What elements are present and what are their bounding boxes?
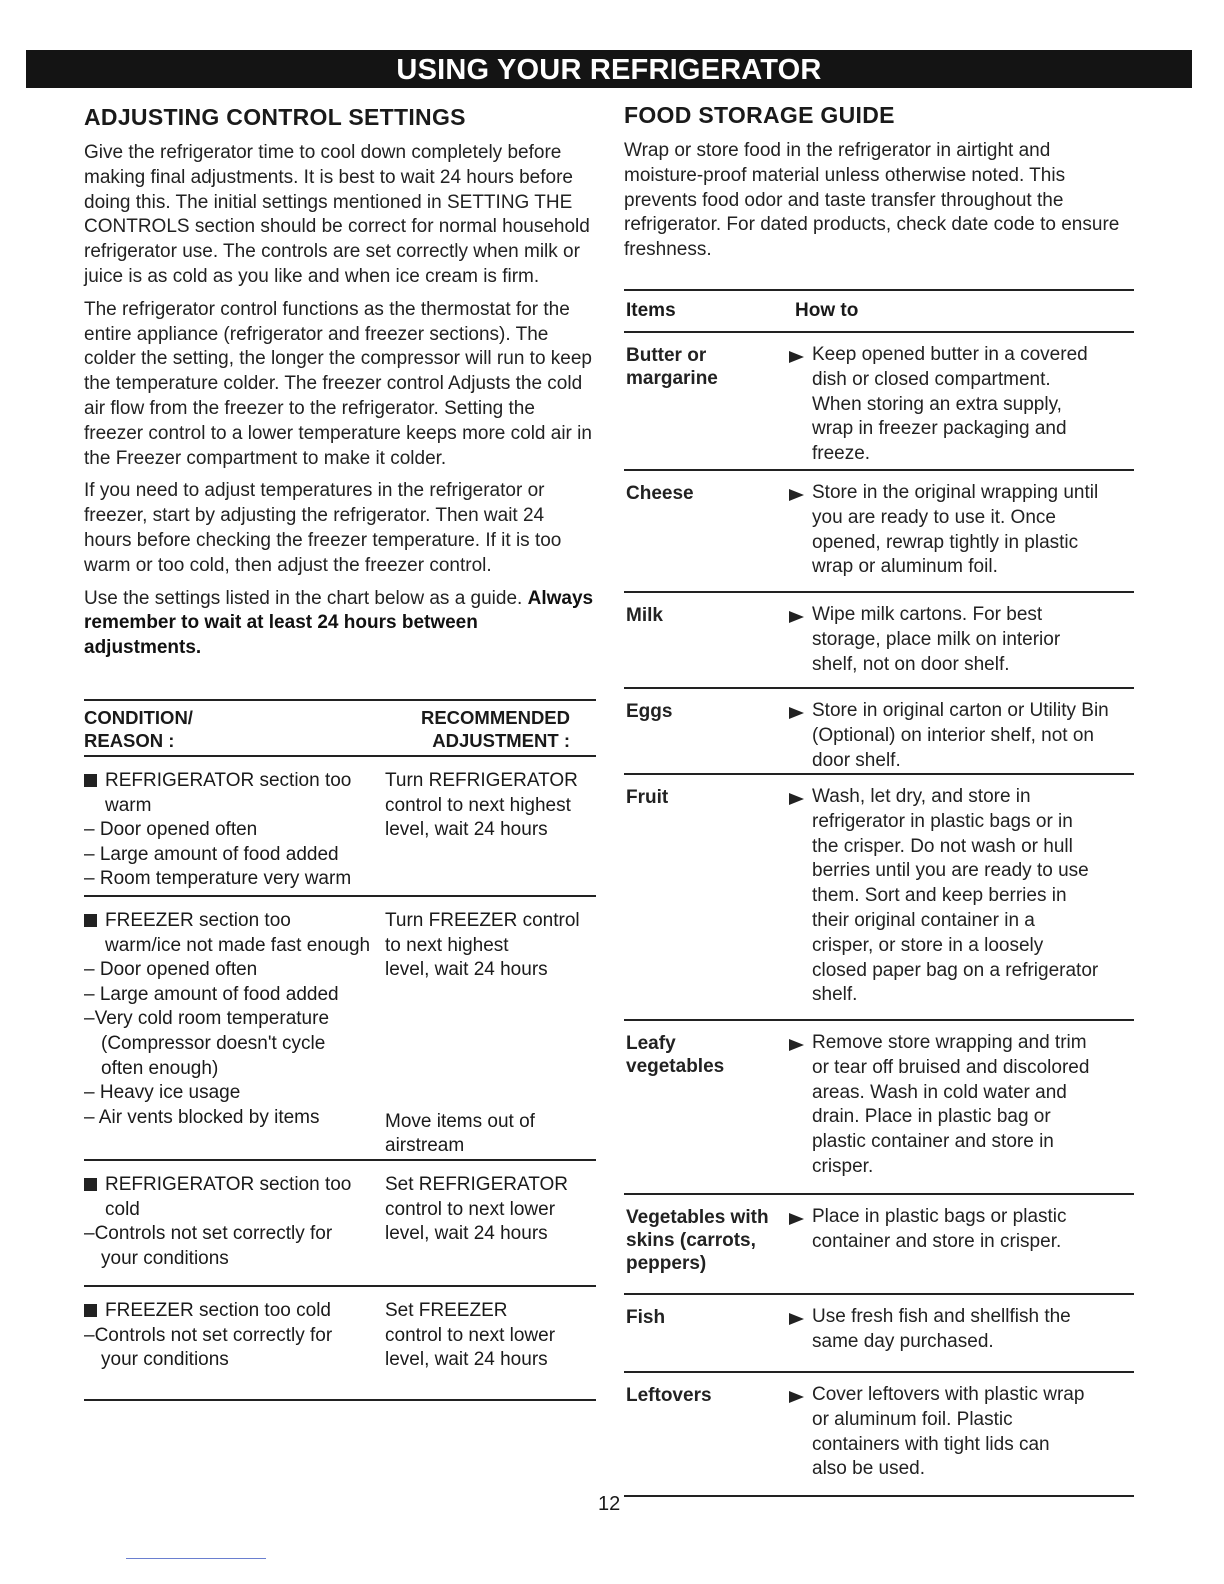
triangle-bullet-icon	[789, 611, 804, 623]
triangle-bullet-icon	[789, 1313, 804, 1325]
how-to-text: Use fresh fish and shellfish the	[812, 1305, 1071, 1327]
section-heading-adjusting: ADJUSTING CONTROL SETTINGS	[84, 104, 466, 130]
recommendation-text: Set REFRIGERATOR	[385, 1173, 568, 1195]
recommendation-text: airstream	[385, 1135, 465, 1157]
condition-text: warm	[105, 794, 152, 816]
condition-text: REFRIGERATOR section too	[105, 769, 352, 791]
how-to-text: containers with tight lids can	[812, 1433, 1050, 1455]
recommendation-cell	[385, 1173, 600, 1247]
recommendation-text: Set FREEZER	[385, 1299, 508, 1321]
item-cell	[626, 1306, 665, 1329]
adjusting-controls-section	[84, 104, 596, 1401]
table-row	[624, 1373, 1134, 1497]
item-text: Butter or	[626, 344, 707, 366]
footer-divider	[126, 1558, 266, 1559]
condition-text: often enough)	[101, 1057, 219, 1079]
item-text: Leafy	[626, 1032, 676, 1054]
item-cell	[626, 786, 668, 809]
how-to-text: areas. Wash in cold water and	[812, 1081, 1067, 1103]
how-to-text: drain. Place in plastic bag or	[812, 1106, 1051, 1128]
paragraph: If you need to adjust temperatures in the refrigerator or freezer, start by adjusting the refrigerator. Then wait 24 hours before checking the freezer temperature. If it is too warm or too cold, then adjust the freezer control.	[84, 480, 562, 576]
how-to-text: door shelf.	[812, 749, 901, 771]
how-to-text: the crisper. Do not wash or hull	[812, 835, 1073, 857]
item-text: vegetables	[626, 1055, 725, 1077]
guide-paragraph	[84, 587, 596, 661]
how-to-text: berries until you are ready to use	[812, 860, 1089, 882]
how-to-text: plastic container and store in	[812, 1131, 1054, 1153]
table-row	[84, 757, 596, 897]
item-text: Cheese	[626, 482, 694, 504]
recommendation-text: Turn FREEZER control	[385, 909, 580, 931]
recommendation-text: Turn REFRIGERATOR	[385, 769, 578, 791]
how-to-text: Wash, let dry, and store in	[812, 785, 1031, 807]
bullet-square-icon	[84, 914, 97, 927]
bullet-square-icon	[84, 1178, 97, 1191]
adjustment-table	[84, 699, 596, 1401]
item-text: peppers)	[626, 1252, 707, 1274]
condition-cell	[84, 909, 384, 1130]
food-storage-section	[624, 102, 1134, 1497]
how-to-text: shelf.	[812, 984, 858, 1006]
how-to-cell	[812, 603, 1138, 677]
how-to-text: you are ready to use it. Once	[812, 506, 1056, 528]
triangle-bullet-icon	[789, 1039, 804, 1051]
how-to-text: shelf, not on door shelf.	[812, 653, 1010, 675]
how-to-cell	[812, 1205, 1138, 1255]
how-to-cell	[812, 1031, 1138, 1180]
table-row	[624, 775, 1134, 1021]
how-to-text: Place in plastic bags or plastic	[812, 1205, 1067, 1227]
storage-table-header	[624, 289, 1134, 333]
condition-cell	[84, 1299, 384, 1373]
triangle-bullet-icon	[789, 793, 804, 805]
table-row	[624, 471, 1134, 593]
item-text: skins (carrots,	[626, 1229, 756, 1251]
how-to-text: container and store in crisper.	[812, 1230, 1062, 1252]
header-items: Items	[626, 299, 676, 321]
how-to-text: storage, place milk on interior	[812, 628, 1061, 650]
how-to-cell	[812, 1305, 1138, 1355]
how-to-text: or aluminum foil. Plastic	[812, 1408, 1013, 1430]
how-to-cell	[812, 699, 1138, 773]
header-reason-line: REASON :	[84, 729, 175, 751]
condition-text: your conditions	[101, 1247, 229, 1269]
condition-text: –Controls not set correctly for	[84, 1223, 333, 1245]
recommendation-text: level, wait 24 hours	[385, 959, 548, 981]
item-cell	[626, 1384, 712, 1407]
item-cell	[626, 1206, 769, 1275]
condition-text: – Door opened often	[84, 959, 258, 981]
recommendation-cell	[385, 769, 600, 843]
condition-text: –Very cold room temperature	[84, 1008, 330, 1030]
condition-text: (Compressor doesn't cycle	[101, 1032, 326, 1054]
item-text: Milk	[626, 604, 663, 626]
header-adjustment	[421, 706, 570, 752]
how-to-cell	[812, 1383, 1138, 1482]
table-row	[84, 1161, 596, 1287]
condition-text: your conditions	[101, 1349, 229, 1371]
header-how-to: How to	[795, 299, 859, 321]
recommendation-cell	[385, 909, 600, 1159]
how-to-text: dish or closed compartment.	[812, 368, 1051, 390]
adjustment-table-header	[84, 699, 596, 757]
condition-text: – Large amount of food added	[84, 983, 339, 1005]
condition-text: –Controls not set correctly for	[84, 1324, 333, 1346]
triangle-bullet-icon	[789, 1213, 804, 1225]
header-recommended-line: RECOMMENDED	[420, 706, 570, 728]
how-to-cell	[812, 785, 1138, 1008]
paragraph: The refrigerator control functions as the thermostat for the entire appliance (refrigerator and freezer sections). The colder the setting, the longer the compressor will run to keep the temperature colder. The freezer control Adjusts the cold air flow from the freezer to the refrigerator. Setting the freezer control to a lower temperature keeps more cold air in the Freezer compartment to make it colder.	[84, 298, 592, 469]
page-number: 12	[598, 1493, 621, 1515]
header-adjustment-line: ADJUSTMENT :	[432, 729, 570, 751]
item-text: margarine	[626, 367, 718, 389]
how-to-text: Keep opened butter in a covered	[812, 343, 1088, 365]
condition-text: REFRIGERATOR section too	[105, 1173, 352, 1195]
bullet-square-icon	[84, 1304, 97, 1317]
how-to-cell	[812, 481, 1138, 580]
bullet-square-icon	[84, 774, 97, 787]
condition-text: cold	[105, 1198, 140, 1220]
condition-text: warm/ice not made fast enough	[105, 934, 371, 956]
recommendation-text: level, wait 24 hours	[385, 819, 548, 841]
triangle-bullet-icon	[789, 489, 804, 501]
table-row	[624, 1195, 1134, 1295]
how-to-text: crisper, or store in a loosely	[812, 934, 1044, 956]
table-row	[624, 1021, 1134, 1195]
condition-cell	[84, 769, 384, 892]
how-to-text: Remove store wrapping and trim	[812, 1031, 1087, 1053]
how-to-text: also be used.	[812, 1458, 926, 1480]
how-to-text: closed paper bag on a refrigerator	[812, 959, 1099, 981]
how-to-text: freeze.	[812, 443, 871, 465]
recommendation-text: control to next highest	[385, 794, 571, 816]
item-cell	[626, 700, 672, 723]
condition-text: – Large amount of food added	[84, 843, 339, 865]
table-row	[624, 593, 1134, 689]
how-to-cell	[812, 343, 1138, 467]
how-to-text: crisper.	[812, 1155, 874, 1177]
recommendation-text: control to next lower	[385, 1324, 556, 1346]
guide-text: Use the settings listed in the chart below as a guide.	[84, 587, 523, 609]
triangle-bullet-icon	[789, 1391, 804, 1403]
how-to-text: refrigerator in plastic bags or in	[812, 810, 1073, 832]
condition-text: – Air vents blocked by items	[84, 1106, 320, 1128]
condition-text: FREEZER section too cold	[105, 1299, 331, 1321]
how-to-text: wrap in freezer packaging and	[812, 418, 1067, 440]
item-text: Eggs	[626, 700, 673, 722]
condition-text: – Heavy ice usage	[84, 1082, 241, 1104]
condition-text: – Room temperature very warm	[84, 868, 352, 890]
table-row	[624, 689, 1134, 775]
item-text: Fruit	[626, 786, 669, 808]
recommendation-text: to next highest	[385, 934, 509, 956]
section-heading-food-storage: FOOD STORAGE GUIDE	[624, 102, 895, 128]
table-row	[624, 1295, 1134, 1373]
how-to-text: opened, rewrap tightly in plastic	[812, 531, 1079, 553]
how-to-text: Cover leftovers with plastic wrap	[812, 1383, 1085, 1405]
condition-cell	[84, 1173, 384, 1271]
table-row	[84, 897, 596, 1161]
item-text: Vegetables with	[626, 1206, 769, 1228]
item-cell	[626, 482, 694, 505]
item-text: Leftovers	[626, 1384, 712, 1406]
triangle-bullet-icon	[789, 351, 804, 363]
how-to-text: same day purchased.	[812, 1330, 994, 1352]
how-to-text: Wipe milk cartons. For best	[812, 603, 1043, 625]
item-cell	[626, 604, 663, 627]
header-condition-line: CONDITION/	[84, 706, 193, 728]
how-to-text: Store in original carton or Utility Bin	[812, 699, 1109, 721]
how-to-text: them. Sort and keep berries in	[812, 885, 1067, 907]
storage-table	[624, 289, 1134, 1497]
how-to-text: Store in the original wrapping until	[812, 481, 1099, 503]
recommendation-text: level, wait 24 hours	[385, 1349, 548, 1371]
condition-text: – Door opened often	[84, 819, 258, 841]
how-to-text: or tear off bruised and discolored	[812, 1056, 1090, 1078]
item-cell	[626, 1032, 724, 1078]
guide-bold-text: Always remember to wait at least 24 hours between adjustments.	[84, 587, 594, 659]
recommendation-text: control to next lower	[385, 1198, 556, 1220]
how-to-text: When storing an extra supply,	[812, 393, 1062, 415]
page-banner: USING YOUR REFRIGERATOR	[26, 50, 1192, 88]
recommendation-text: level, wait 24 hours	[385, 1223, 548, 1245]
how-to-text: (Optional) on interior shelf, not on	[812, 724, 1094, 746]
paragraph: Give the refrigerator time to cool down completely before making final adjustments. It is best to wait 24 hours before doing this. The initial settings mentioned in SETTING THE CONTROLS section should be correct for normal household refrigerator use. The controls are set correctly when milk or juice is as cold as you like and when ice cream is firm.	[84, 142, 590, 287]
condition-text: FREEZER section too	[105, 909, 291, 931]
intro-paragraph: Wrap or store food in the refrigerator in airtight and moisture-proof material unless otherwise noted. This prevents food odor and taste transfer throughout the refrigerator. For dated products, check date code to ensure freshness.	[624, 140, 1120, 261]
header-condition	[84, 706, 193, 752]
how-to-text: their original container in a	[812, 909, 1035, 931]
how-to-text: wrap or aluminum foil.	[812, 556, 998, 578]
recommendation-cell	[385, 1299, 600, 1373]
triangle-bullet-icon	[789, 707, 804, 719]
item-cell	[626, 344, 718, 390]
item-text: Fish	[626, 1306, 666, 1328]
recommendation-text: Move items out of	[385, 1110, 535, 1132]
table-row	[624, 333, 1134, 471]
table-row	[84, 1287, 596, 1401]
